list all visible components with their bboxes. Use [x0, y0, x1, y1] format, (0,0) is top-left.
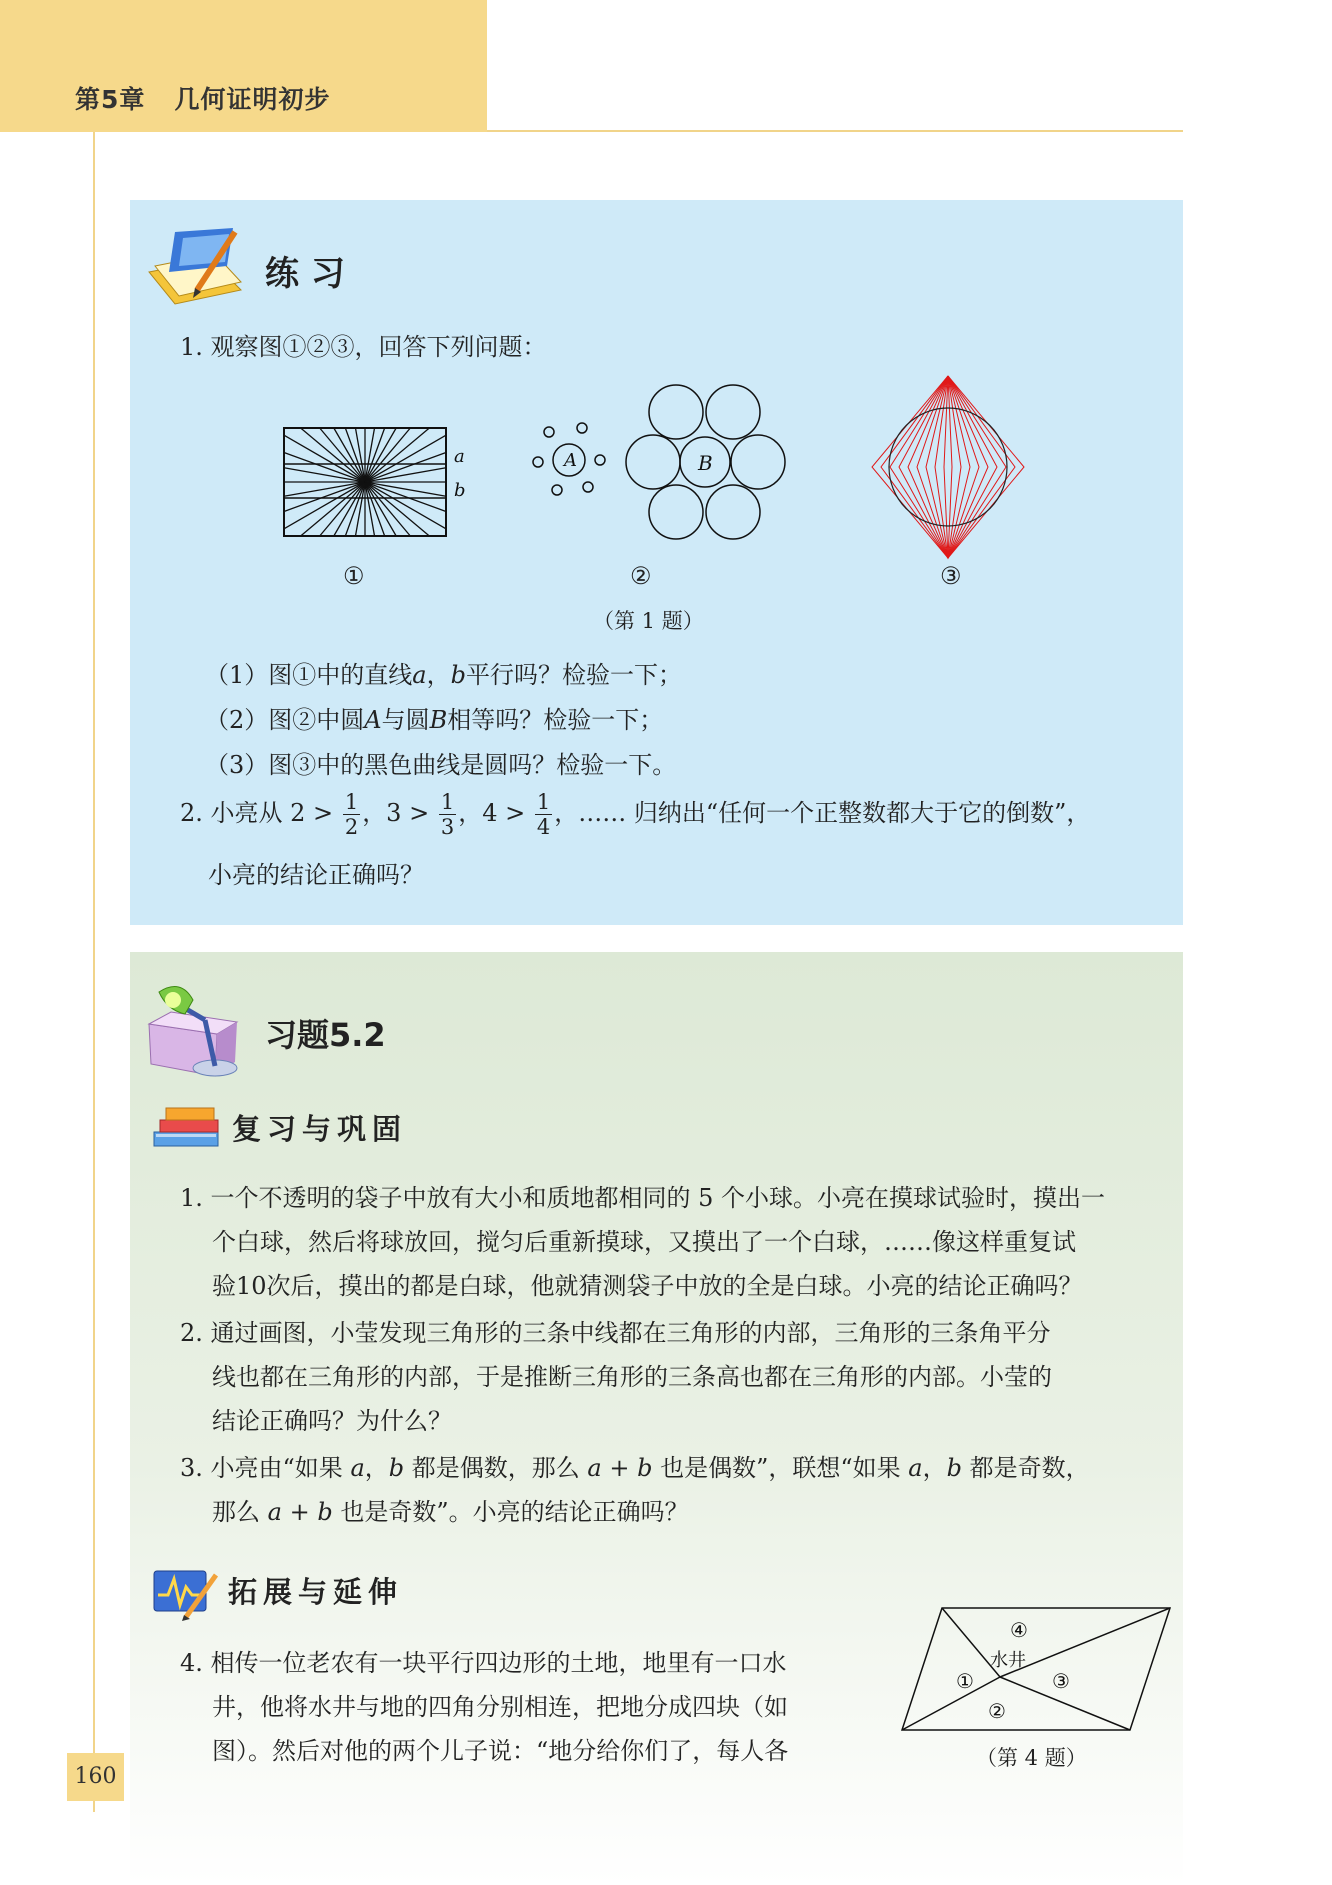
review-subtitle: 复习与巩固 [232, 1112, 408, 1146]
practice-q2-line2: 小亮的结论正确吗？ [208, 861, 424, 889]
desk-lamp-icon [145, 980, 255, 1080]
extension-subtitle: 拓展与延伸 [228, 1575, 404, 1609]
exercise-q2-line3: 结论正确吗？为什么？ [212, 1407, 452, 1435]
page-number: 160 [67, 1753, 124, 1801]
fig3-diamond-line [899, 376, 997, 558]
practice-q2-line1: 2. 小亮从 2 > $\frac{1}{2}$ ，3 > $\frac{1}{3}$ ，4 > $\frac{1}{4}$ ，…… 归纳出“任何一个正整数都大于它的倒数”， [180, 790, 1091, 839]
chapter-title [75, 80, 331, 116]
figure-4-parallelogram-well [900, 1605, 1175, 1735]
practice-icon [145, 226, 251, 308]
exercise-q4-line2: 井，他将水井与地的四角分别相连，把地分成四块（如 [212, 1693, 788, 1721]
exercise-q3-line2: 那么 a + b 也是奇数”。小亮的结论正确吗？ [212, 1498, 689, 1526]
fig4-well-label: 水井 [990, 1650, 1026, 1671]
figure-1-radial-lines [282, 426, 472, 538]
figure-1-number: ① [343, 562, 365, 590]
figure-3-number: ③ [940, 562, 962, 590]
fig3-diamond-line [908, 376, 988, 558]
fig3-diamond-line [926, 376, 970, 558]
figure-2-circles [525, 382, 795, 542]
fig1-label-a: a [454, 446, 465, 467]
fig4-region-1: ① [956, 1669, 974, 1693]
exercise-q4-line3: 图）。然后对他的两个儿子说：“地分给你们了，每人各 [212, 1737, 789, 1765]
books-icon [150, 1102, 224, 1150]
fig3-diamond-line [944, 376, 952, 558]
figure-2-number: ② [630, 562, 652, 590]
figure-4-caption: （第 4 题） [976, 1746, 1087, 1770]
exercise-q2-line1: 2. 通过画图，小莹发现三角形的三条中线都在三角形的内部，三角形的三条角平分 [180, 1319, 1051, 1347]
practice-title: 练 习 [265, 254, 345, 294]
exercise-q1-line1: 1. 一个不透明的袋子中放有大小和质地都相同的 5 个小球。小亮在摸球试验时，摸出一 [180, 1184, 1106, 1212]
exercise-q4-line1: 4. 相传一位老农有一块平行四边形的土地，地里有一口水 [180, 1649, 787, 1677]
side-rule [93, 132, 95, 1812]
fraction-1-4: $\frac{1}{4}$ [536, 790, 551, 839]
exercise-q3-line1: 3. 小亮由“如果 a，b 都是偶数，那么 a + b 也是偶数”，联想“如果 a，b 都是奇数， [180, 1454, 1090, 1482]
chapter-name: 几何证明初步 [174, 85, 331, 114]
fig3-diamond-line [881, 376, 1015, 558]
fig3-diamond-line [872, 376, 1024, 558]
header-rule [487, 130, 1183, 132]
exercise-title: 习题5.2 [265, 1016, 386, 1054]
fig4-region-3: ③ [1052, 1669, 1070, 1693]
practice-q1-sub3: （3）图③中的黑色曲线是圆吗？检验一下。 [205, 751, 677, 779]
practice-q1-sub1: （1）图①中的直线a，b平行吗？检验一下； [205, 661, 682, 689]
figure-3-diamond-curves [868, 374, 1028, 560]
fig2-label-A: A [564, 450, 577, 471]
exercise-q1-line3: 验10次后，摸出的都是白球，他就猜测袋子中放的全是白球。小亮的结论正确吗？ [212, 1272, 1083, 1300]
fraction-1-3: $\frac{1}{3}$ [440, 790, 455, 839]
fig2-label-B: B [698, 451, 713, 475]
fig4-region-2: ② [988, 1699, 1006, 1723]
fig1-label-b: b [454, 480, 466, 501]
exercise-q1-line2: 个白球，然后将球放回，搅匀后重新摸球，又摸出了一个白球，……像这样重复试 [212, 1228, 1076, 1256]
fraction-1-2: $\frac{1}{2}$ [344, 790, 359, 839]
fig3-diamond-line [890, 376, 1006, 558]
exercise-q2-line2: 线也都在三角形的内部，于是推断三角形的三条高也都在三角形的内部。小莹的 [212, 1363, 1052, 1391]
chapter-number: 第5章 [75, 85, 146, 114]
figure-1-caption: （第 1 题） [593, 609, 704, 633]
fig4-region-4: ④ [1010, 1618, 1028, 1642]
practice-q1-sub2: （2）图②中圆A与圆B相等吗？检验一下； [205, 706, 664, 734]
extension-pen-icon [150, 1565, 222, 1621]
practice-q1-intro: 1. 观察图①②③，回答下列问题： [180, 333, 547, 361]
